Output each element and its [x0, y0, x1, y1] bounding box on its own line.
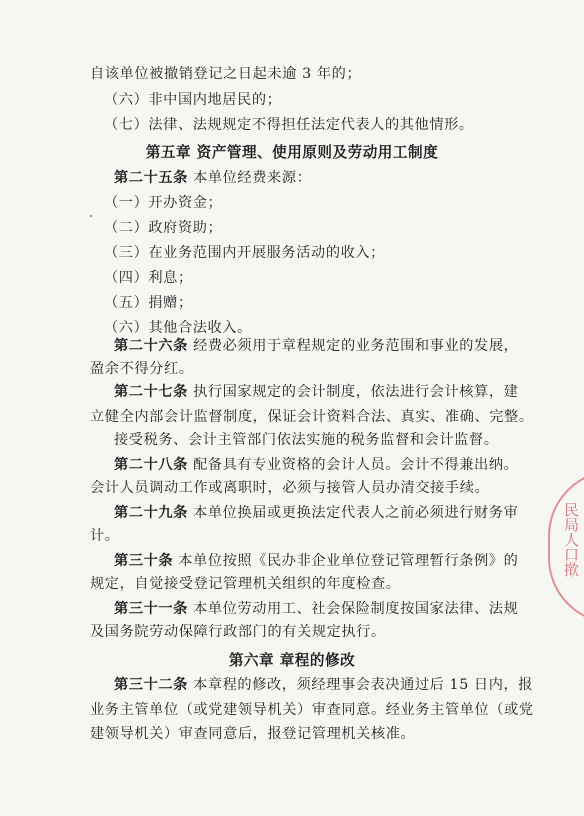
article-27	[114, 382, 518, 402]
official-seal	[548, 470, 584, 624]
list-item: （二）政府资助；	[104, 220, 223, 236]
list-item: （五）捐赠；	[104, 295, 193, 311]
article-number: 第三十条	[114, 553, 174, 569]
article-number: 第二十八条	[114, 457, 188, 473]
text-line: 计。	[90, 528, 120, 544]
text-line: 接受税务、会计主管部门依法实施的税务监督和会计监督。	[114, 432, 499, 448]
article-number: 第三十二条	[114, 677, 188, 693]
text-line: 自该单位被撤销登记之日起未逾 3 年的；	[90, 66, 362, 82]
text-line: 立健全内部会计监督制度，保证会计资料合法、真实、准确、完整。	[90, 409, 534, 425]
article-text: 本章程的修改，须经理事会表决通过后 15 日内，报	[187, 677, 534, 693]
text-line: 建领导机关）审查同意后，报登记管理机关核准。	[90, 726, 416, 742]
article-number: 第二十九条	[114, 505, 188, 521]
text-line: 业务主管单位（或党建领导机关）审查同意。经业务主管单位（或党	[90, 702, 534, 718]
seal-text: 民局人口揿	[562, 502, 580, 577]
list-item: （六）非中国内地居民的；	[104, 92, 282, 108]
list-item: （一）开办资金；	[104, 195, 223, 211]
article-text: 本单位劳动用工、社会保险制度按国家法律、法规	[187, 601, 519, 617]
chapter-heading: 第六章 章程的修改	[228, 652, 356, 669]
list-item: （七）法律、法规规定不得担任法定代表人的其他情形。	[104, 117, 474, 133]
list-item: （六）其他合法收入。	[104, 320, 252, 336]
article-number: 第二十六条	[114, 338, 188, 354]
article-text: 执行国家规定的会计制度，依法进行会计核算，建	[187, 384, 519, 400]
article-31	[114, 599, 518, 619]
article-number: 第二十七条	[114, 384, 188, 400]
text-line: 盈余不得分红。	[90, 361, 194, 377]
text-line: 会计人员调动工作或离职时，必须与接管人员办清交接手续。	[90, 480, 490, 496]
article-25	[114, 168, 311, 188]
article-text: 本单位换届或更换法定代表人之前必须进行财务审	[187, 505, 519, 521]
scan-speck	[90, 215, 92, 217]
article-text: 经费必须用于章程规定的业务范围和事业的发展，	[187, 338, 519, 354]
article-32	[114, 675, 533, 695]
list-item: （三）在业务范围内开展服务活动的收入；	[104, 245, 385, 261]
article-28	[114, 455, 518, 475]
article-number: 第二十五条	[114, 170, 188, 186]
article-number: 第三十一条	[114, 601, 188, 617]
chapter-heading: 第五章 资产管理、使用原则及劳动用工制度	[145, 144, 439, 161]
article-text: 配备具有专业资格的会计人员。会计不得兼出纳。	[187, 457, 519, 473]
list-item: （四）利息；	[104, 270, 193, 286]
article-30	[114, 551, 518, 571]
article-29	[114, 503, 518, 523]
text-line: 规定，自觉接受登记管理机关组织的年度检查。	[90, 576, 401, 592]
article-text: 本单位按照《民办非企业单位登记管理暂行条例》的	[173, 553, 519, 569]
article-text: 本单位经费来源：	[187, 170, 312, 186]
article-26	[114, 336, 518, 356]
text-line: 及国务院劳动保障行政部门的有关规定执行。	[90, 624, 386, 640]
